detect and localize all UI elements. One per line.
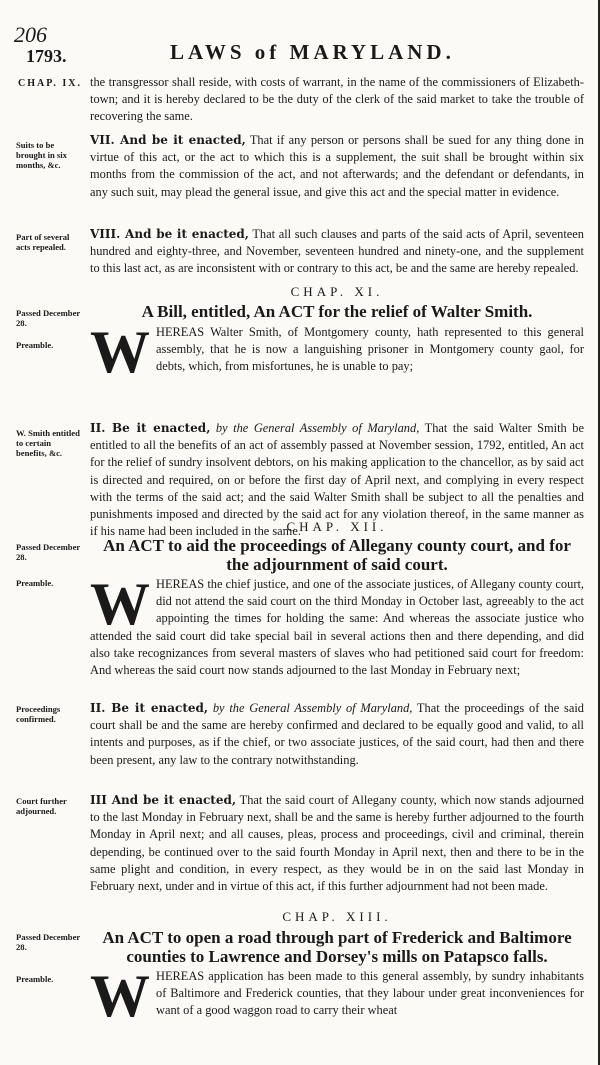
margin-passed-xii: Passed December 28. [16, 542, 81, 562]
chapter-heading-xii: CHAP. XII. [286, 519, 388, 534]
section-italic: by the General Assembly of Maryland, [210, 421, 420, 435]
year-label: 1793. [26, 46, 67, 66]
section-viii [90, 226, 584, 278]
margin-preamble-xi: Preamble. [16, 340, 54, 350]
chapter-heading-xiii: CHAP. XIII. [282, 909, 392, 924]
section-text: That the said Walter Smith be entitled to all the benefits of an act of assembly passed at November session, 1792, entitled, An act for the relief of sundry insolvent debtors, on his making application to the chancellor, as by said act is directed and required, on or before the first day of April next, and complying in every respect with the terms of the said act; and the said Walter Smith shall be subject to all the penalties and punishments imposed and directed by the said act for any violation thereof, in the same manner as if his name had been included in the same. [90, 421, 584, 539]
margin-preamble-xiii: Preamble. [16, 974, 54, 984]
paragraph-chap-ix-end: the transgressor shall reside, with costs of warrant, in the name of the commissioners of Elizabeth-town; and it is hereby declared to be the duty of the clerk of the said market to take the trouble of recovering the same. [90, 75, 584, 124]
margin-smith: W. Smith entitled to certain benefits, &c. [16, 428, 80, 458]
margin-passed-xi: Passed December 28. [16, 308, 81, 328]
preamble-text: HEREAS application has been made to this general assembly, by sundry inhabitants of Baltimore and Frederick counties, that they labour under great inconveniences for want of a good waggon road to carry their wheat [156, 969, 584, 1018]
section-text: That all such clauses and parts of the said acts of April, seventeen hundred and eighty-three, and November, seventeen hundred and ninety-one, and the supplement to this last act, as are inconsistent with or contrary to this act, be and the same are hereby repealed. [90, 227, 585, 276]
preamble-xiii [90, 963, 584, 1029]
section-ii-allegany [90, 700, 584, 769]
preamble-text: HEREAS the chief justice, and one of the associate justices, of Allegany county court, did not attend the said court on the third Monday in October last, agreeably to the act appointing the times for holding the same: And whereas the associate justice who attended the said court did take special bail in several actions then and there depending, and did also take recognizances from several masters of slaves who had petitioned said court for freedom: And whereas the said court now stands adjourned to the last Monday in February next; [90, 577, 584, 678]
margin-court-adjourned: Court further adjourned. [16, 796, 67, 816]
section-text: That the proceedings of the said court shall be and the same are hereby confirmed and declared to be equally good and valid, to all intents and purposes, as if the chief, or two associate justices, of the said court, had then and there been present, any law to the contrary notwithstanding. [90, 701, 584, 767]
preamble-xi [90, 319, 584, 385]
margin-repeal: Part of several acts repealed. [16, 232, 70, 252]
section-vii [90, 132, 584, 201]
chapter-heading-xi: CHAP. XI. [290, 284, 384, 299]
act-title-xiii: An ACT to open a road through part of Frederick and Baltimore counties to Lawrence and Dorsey's mills on Patapsco falls. [102, 928, 572, 966]
section-lead: II. Be it enacted, [90, 421, 211, 435]
preamble-text: HEREAS Walter Smith, of Montgomery county, hath represented to this general assembly, that he is now a languishing prisoner in Montgomery county gaol, for debts, which, from misfortunes, he is unable to pay; [156, 325, 584, 374]
drop-cap: W [90, 571, 150, 637]
page-number: 206 [14, 22, 47, 47]
section-italic: by the General Assembly of Maryland, [208, 701, 413, 715]
margin-suits: Suits to be brought in six months, &c. [16, 140, 67, 170]
margin-preamble-xii: Preamble. [16, 578, 54, 588]
section-text: That if any person or persons shall be sued for any thing done in virtue of this act, or the act to which this is a supplement, the suit shall be brought within six months from the commission of the act, and not afterwards; and the defendant or defendants, in any such suit, may plead the general issue, and give this act and the special matter in evidence. [90, 133, 584, 199]
section-lead: II. Be it enacted, [90, 701, 209, 715]
drop-cap: W [90, 319, 150, 385]
margin-chap-ix: CHAP. IX. [17, 78, 83, 89]
drop-cap: W [90, 963, 150, 1029]
section-iii-allegany [90, 792, 584, 895]
margin-passed-xiii: Passed December 28. [16, 932, 81, 952]
preamble-xii [90, 571, 584, 679]
section-text: That the said court of Allegany county, which now stands adjourned to the last Monday in February next, shall be and the same is hereby further adjourned to the fourth Monday in April next; and all causes, pleas, process and proceedings, civil and criminal, therein depending, be continued over to the said fourth Monday in April next, then and there to be in the same plight and condition, in every respect, as they would be in on the said last Monday in February next, under and in virtue of this act, if this further adjournment had not been made. [90, 793, 584, 894]
margin-proceedings: Proceedings confirmed. [16, 704, 61, 724]
section-lead: VIII. And be it enacted, [90, 227, 249, 241]
running-header: LAWS of MARYLAND. [170, 40, 455, 64]
section-lead: VII. And be it enacted, [90, 133, 246, 147]
section-lead: III And be it enacted, [90, 793, 237, 807]
act-title-xi: A Bill, entitled, An ACT for the relief of Walter Smith. [141, 302, 533, 321]
act-title-xii: An ACT to aid the proceedings of Allegany county court, and for the adjournment of said court. [103, 536, 571, 574]
